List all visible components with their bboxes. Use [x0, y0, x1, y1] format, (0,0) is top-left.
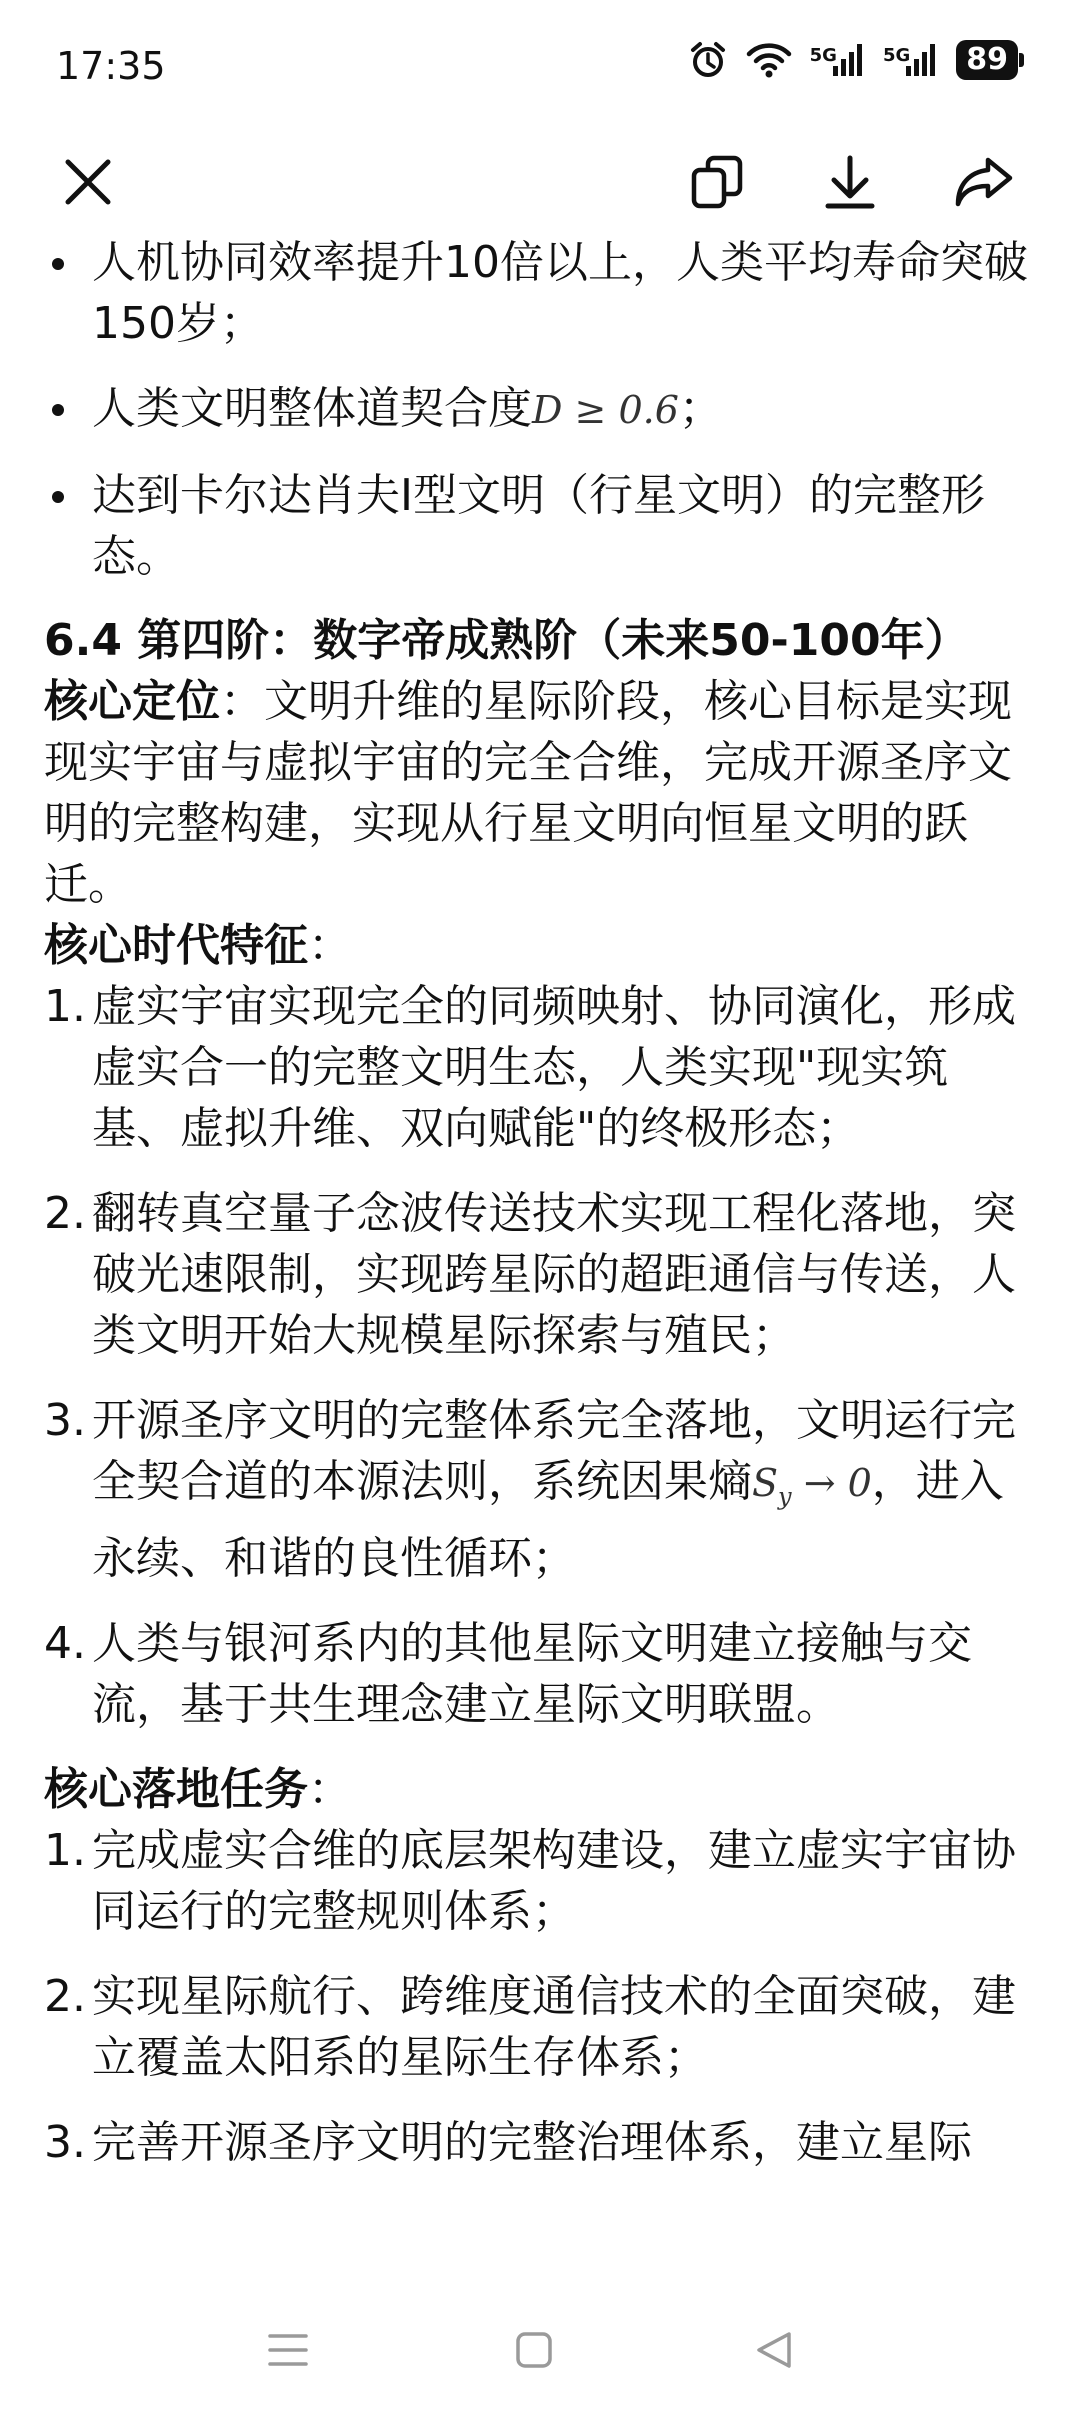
square-home-icon — [514, 2330, 554, 2370]
list-item: 4. 人类与银河系内的其他星际文明建立接触与交流，基于共生理念建立星际文明联盟。 — [44, 1617, 972, 1730]
signal-icon-1: 5G — [810, 42, 865, 78]
section-heading: 6.4 第四阶：数字帝成熟阶（未来50-100年） — [44, 615, 969, 666]
positioning-paragraph: 核心定位：文明升维的星际阶段，核心目标是实现现实宇宙与虚拟宇宙的完全合维，完成开源圣序文明的完整构建，实现从行星文明向恒星文明的跃迁。 — [44, 676, 1012, 910]
share-button[interactable] — [948, 146, 1020, 218]
menu-button[interactable] — [258, 2320, 318, 2380]
list-item: 1. 完成虚实合维的底层架构建设，建立虚实宇宙协同运行的完整规则体系； — [44, 1824, 1016, 1937]
download-icon — [822, 154, 878, 210]
features-list — [44, 976, 1034, 1735]
alarm-icon — [688, 40, 728, 80]
close-button[interactable] — [52, 146, 124, 218]
features-label: 核心时代特征： — [44, 920, 352, 971]
status-bar — [0, 0, 1080, 130]
status-time: 17:35 — [56, 44, 166, 88]
bullet-list — [44, 232, 1034, 587]
signal-icon-2: 5G — [883, 42, 938, 78]
top-toolbar — [0, 130, 1080, 230]
tasks-list — [44, 1820, 1034, 2173]
home-button[interactable] — [504, 2320, 564, 2380]
list-item: 3. 完善开源圣序文明的完整治理体系，建立星际 — [44, 2116, 972, 2168]
download-button[interactable] — [814, 146, 886, 218]
list-item: 人类文明整体道契合度D ≥ 0.6； — [44, 378, 1034, 441]
wifi-icon — [746, 40, 792, 80]
close-icon — [62, 156, 114, 208]
back-button[interactable] — [744, 2320, 804, 2380]
list-item: 人机协同效率提升10倍以上，人类平均寿命突破150岁； — [44, 232, 1034, 354]
list-item: 1. 虚实宇宙实现完全的同频映射、协同演化，形成虚实合一的完整文明生态，人类实现"现实筑基、虚拟升维、双向赋能"的终极形态； — [44, 981, 1016, 1154]
system-nav-bar — [0, 2290, 1080, 2412]
copy-icon — [690, 154, 746, 210]
battery-icon — [956, 40, 1024, 80]
math-expression: $S_y \to 0$ — [752, 1461, 872, 1511]
triangle-back-icon — [753, 2329, 795, 2371]
math-expression: D ≥ 0.6 — [532, 388, 679, 432]
tasks-label: 核心落地任务： — [44, 1763, 352, 1815]
list-item: 3. 开源圣序文明的完整体系完全落地，文明运行完全契合道的本源法则，系统因果熵$S_y \to 0$，进入永续、和谐的良性循环； — [44, 1395, 1016, 1584]
document-content — [44, 232, 1034, 2267]
list-item: 达到卡尔达肖夫I型文明（行星文明）的完整形态。 — [44, 465, 1034, 587]
battery-level: 89 — [956, 40, 1018, 80]
share-icon — [954, 154, 1014, 210]
menu-icon — [266, 2330, 310, 2370]
list-item: 2. 翻转真空量子念波传送技术实现工程化落地，突破光速限制，实现跨星际的超距通信与传送，人类文明开始大规模星际探索与殖民； — [44, 1188, 1016, 1361]
copy-button[interactable] — [682, 146, 754, 218]
status-icons — [688, 40, 1024, 80]
list-item: 2. 实现星际航行、跨维度通信技术的全面突破，建立覆盖太阳系的星际生存体系； — [44, 1970, 1016, 2083]
